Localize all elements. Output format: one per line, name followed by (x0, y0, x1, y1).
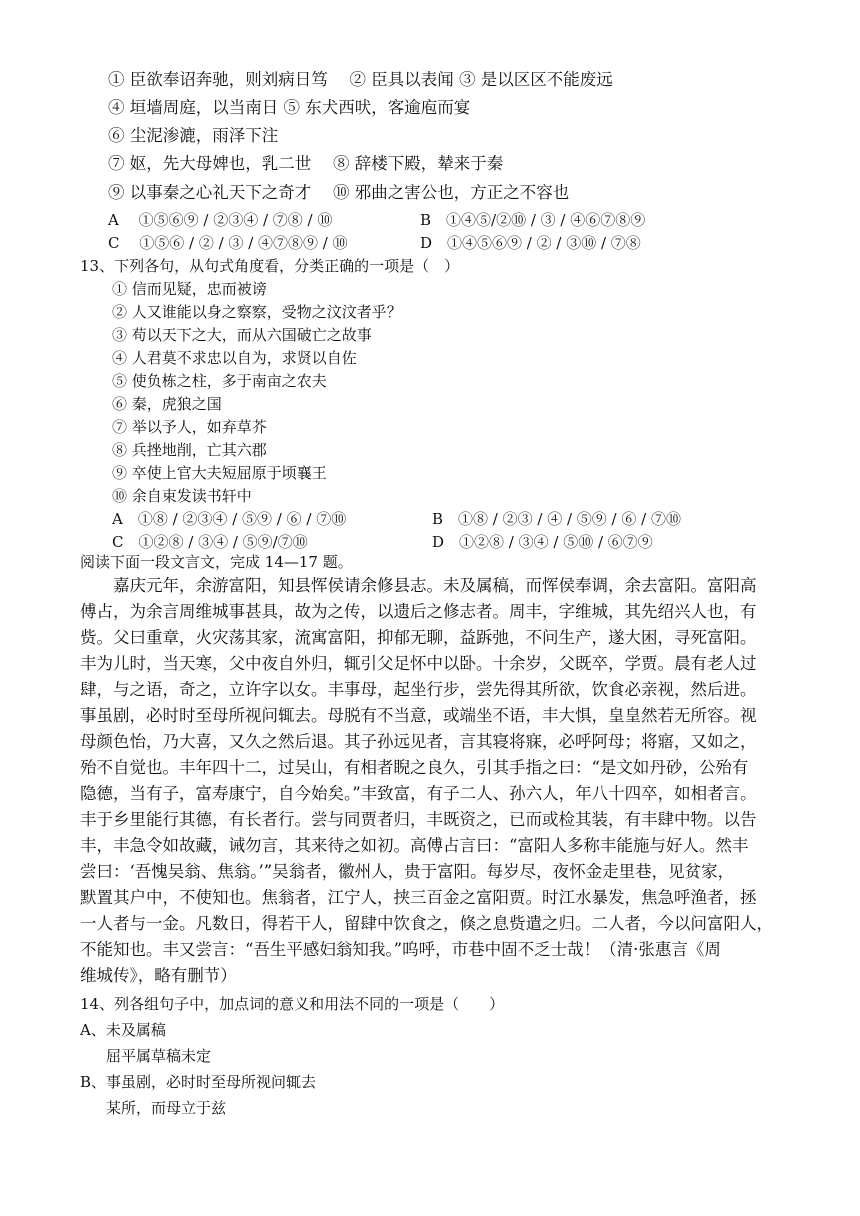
q13-option-a: A ①⑧ / ②③④ / ⑤⑨ / ⑥ / ⑦⑩ (112, 510, 347, 528)
q13-item-line: ⑦ 举以予人，如弃草芥 (112, 418, 267, 436)
q13-item-line: ⑧ 兵挫地削，亡其六郡 (112, 441, 267, 459)
q14-option-line: B、事虽剧，必时时至母所视问辄去 (80, 1073, 317, 1091)
passage-line: 一人者与一金。凡数日，得若干人，留肆中饮食之，倏之息赀遣之归。二人者，今以问富阳人， (80, 914, 773, 933)
q12-item-line: ④ 垣墙周庭，以当南日 ⑤ 东犬西吠，客逾庖而宴 (108, 98, 471, 117)
q12-option-b: B ①④⑤/②⑩ / ③ / ④⑥⑦⑧⑨ (420, 211, 646, 229)
reading-intro: 阅读下面一段文言文，完成 14—17 题。 (80, 553, 353, 571)
passage-line: 赀。父曰重章，火灾荡其家，流寓富阳，抑郁无聊，益跅弛，不问生产，遂大困，寻死富阳。 (80, 628, 757, 647)
passage-line: 肆，与之语，奇之，立许字以女。丰事母，起坐行步，尝先得其所欲，饮食必亲视，然后进。 (80, 680, 757, 699)
q13-item-line: ⑥ 秦，虎狼之国 (112, 395, 222, 413)
q12-item-line: ⑦ 妪，先大母婢也，乳二世 ⑧ 辞楼下殿，辇来于秦 (108, 154, 504, 173)
q12-option-c: C ①⑤⑥ / ② / ③ / ④⑦⑧⑨ / ⑩ (108, 234, 348, 252)
q13-item-line: ③ 苟以天下之大，而从六国破亡之故事 (112, 326, 372, 344)
q13-item-line: ① 信而见疑，忠而被谤 (112, 280, 267, 298)
q12-option-d: D ①④⑤⑥⑨ / ② / ③⑩ / ⑦⑧ (420, 234, 641, 252)
passage-line: 傅占，为余言周维城事甚具，故为之传，以遗后之修志者。周丰，字维城，其先绍兴人也，有 (80, 602, 757, 621)
q13-item-line: ⑨ 卒使上官大夫短屈原于顷襄王 (112, 464, 327, 482)
passage-line: 不能知也。丰又尝言：“吾生平感妇翁知我。”呜呼，市巷中固不乏士哉！（清·张惠言《周 (80, 940, 721, 959)
q14-option-line: 屈平属草稿未定 (106, 1047, 212, 1065)
passage-line: 丰于乡里能行其德，有长者行。尝与同贾者归，丰既资之，已而或检其装，有丰肆中物。以告 (80, 810, 757, 829)
q13-stem: 13、下列各句，从句式角度看，分类正确的一项是（ ） (80, 257, 460, 275)
q14-stem: 14、列各组句子中，加点词的意义和用法不同的一项是（ ） (80, 995, 505, 1013)
passage-line: 母颜色怡，乃大喜，又久之然后退。其子孙远见者，言其寝将寐，必呼阿母；将寤，又如之， (80, 732, 757, 751)
q13-item-line: ⑩ 余自束发读书轩中 (112, 487, 252, 505)
q13-option-b: B ①⑧ / ②③ / ④ / ⑤⑨ / ⑥ / ⑦⑩ (432, 510, 681, 528)
q13-option-c: C ①②⑧ / ③④ / ⑤⑨/⑦⑩ (112, 533, 308, 551)
passage-line: 嘉庆元年，余游富阳，知县恽侯请余修县志。未及属稿，而恽侯奉调，余去富阳。富阳高 (80, 576, 757, 595)
passage-line: 默置其户中，不使知也。焦翁者，江宁人，挟三百金之富阳贾。时江水暴发，焦急呼渔者，拯 (80, 888, 757, 907)
passage-line: 丰，丰急令如故藏，诫勿言，其来待之如初。高傅占言曰：“富阳人多称丰能施与好人。然丰 (80, 836, 749, 855)
q14-option-line: A、未及属稿 (80, 1021, 166, 1039)
passage-line: 事虽剧，必时时至母所视问辄去。母脱有不当意，或端坐不语，丰大惧，皇皇然若无所容。视 (80, 706, 757, 725)
passage-line: 维城传》，略有删节） (80, 966, 237, 985)
q14-option-line: 某所，而母立于兹 (106, 1099, 227, 1117)
q12-option-a: A ①⑤⑥⑨ / ②③④ / ⑦⑧ / ⑩ (108, 211, 333, 229)
passage-line: 殆不自觉也。丰年四十二，过吴山，有相者睨之良久，引其手指之曰：“是文如丹砂，公殆有 (80, 758, 749, 777)
passage-line: 丰为儿时，当天寒，父中夜自外归，辄引父足怀中以卧。十余岁，父既卒，学贾。晨有老人过 (80, 654, 757, 673)
q13-item-line: ⑤ 使负栋之柱，多于南亩之农夫 (112, 372, 327, 390)
q12-item-line: ⑨ 以事秦之心礼天下之奇才 ⑩ 邪曲之害公也，方正之不容也 (108, 183, 570, 202)
q13-item-line: ② 人又谁能以身之察察，受物之汶汶者乎？ (112, 303, 402, 321)
passage-line: 尝曰：‘吾愧吴翁、焦翁。’”吴翁者，徽州人，贵于富阳。每岁尽，夜怀金走里巷，见贫家， (80, 862, 735, 881)
q13-option-d: D ①②⑧ / ③④ / ⑤⑩ / ⑥⑦⑨ (432, 533, 653, 551)
q13-item-line: ④ 人君莫不求忠以自为，求贤以自佐 (112, 349, 357, 367)
q12-item-line: ① 臣欲奉诏奔驰，则刘病日笃 ② 臣具以表闻 ③ 是以区区不能废远 (108, 70, 613, 89)
q12-item-line: ⑥ 尘泥渗漉，雨泽下注 (108, 126, 279, 145)
passage-line: 隐德，当有子，富寿康宁，自今始矣。”丰致富，有子二人、孙六人，年八十四卒，如相者言。 (80, 784, 757, 803)
